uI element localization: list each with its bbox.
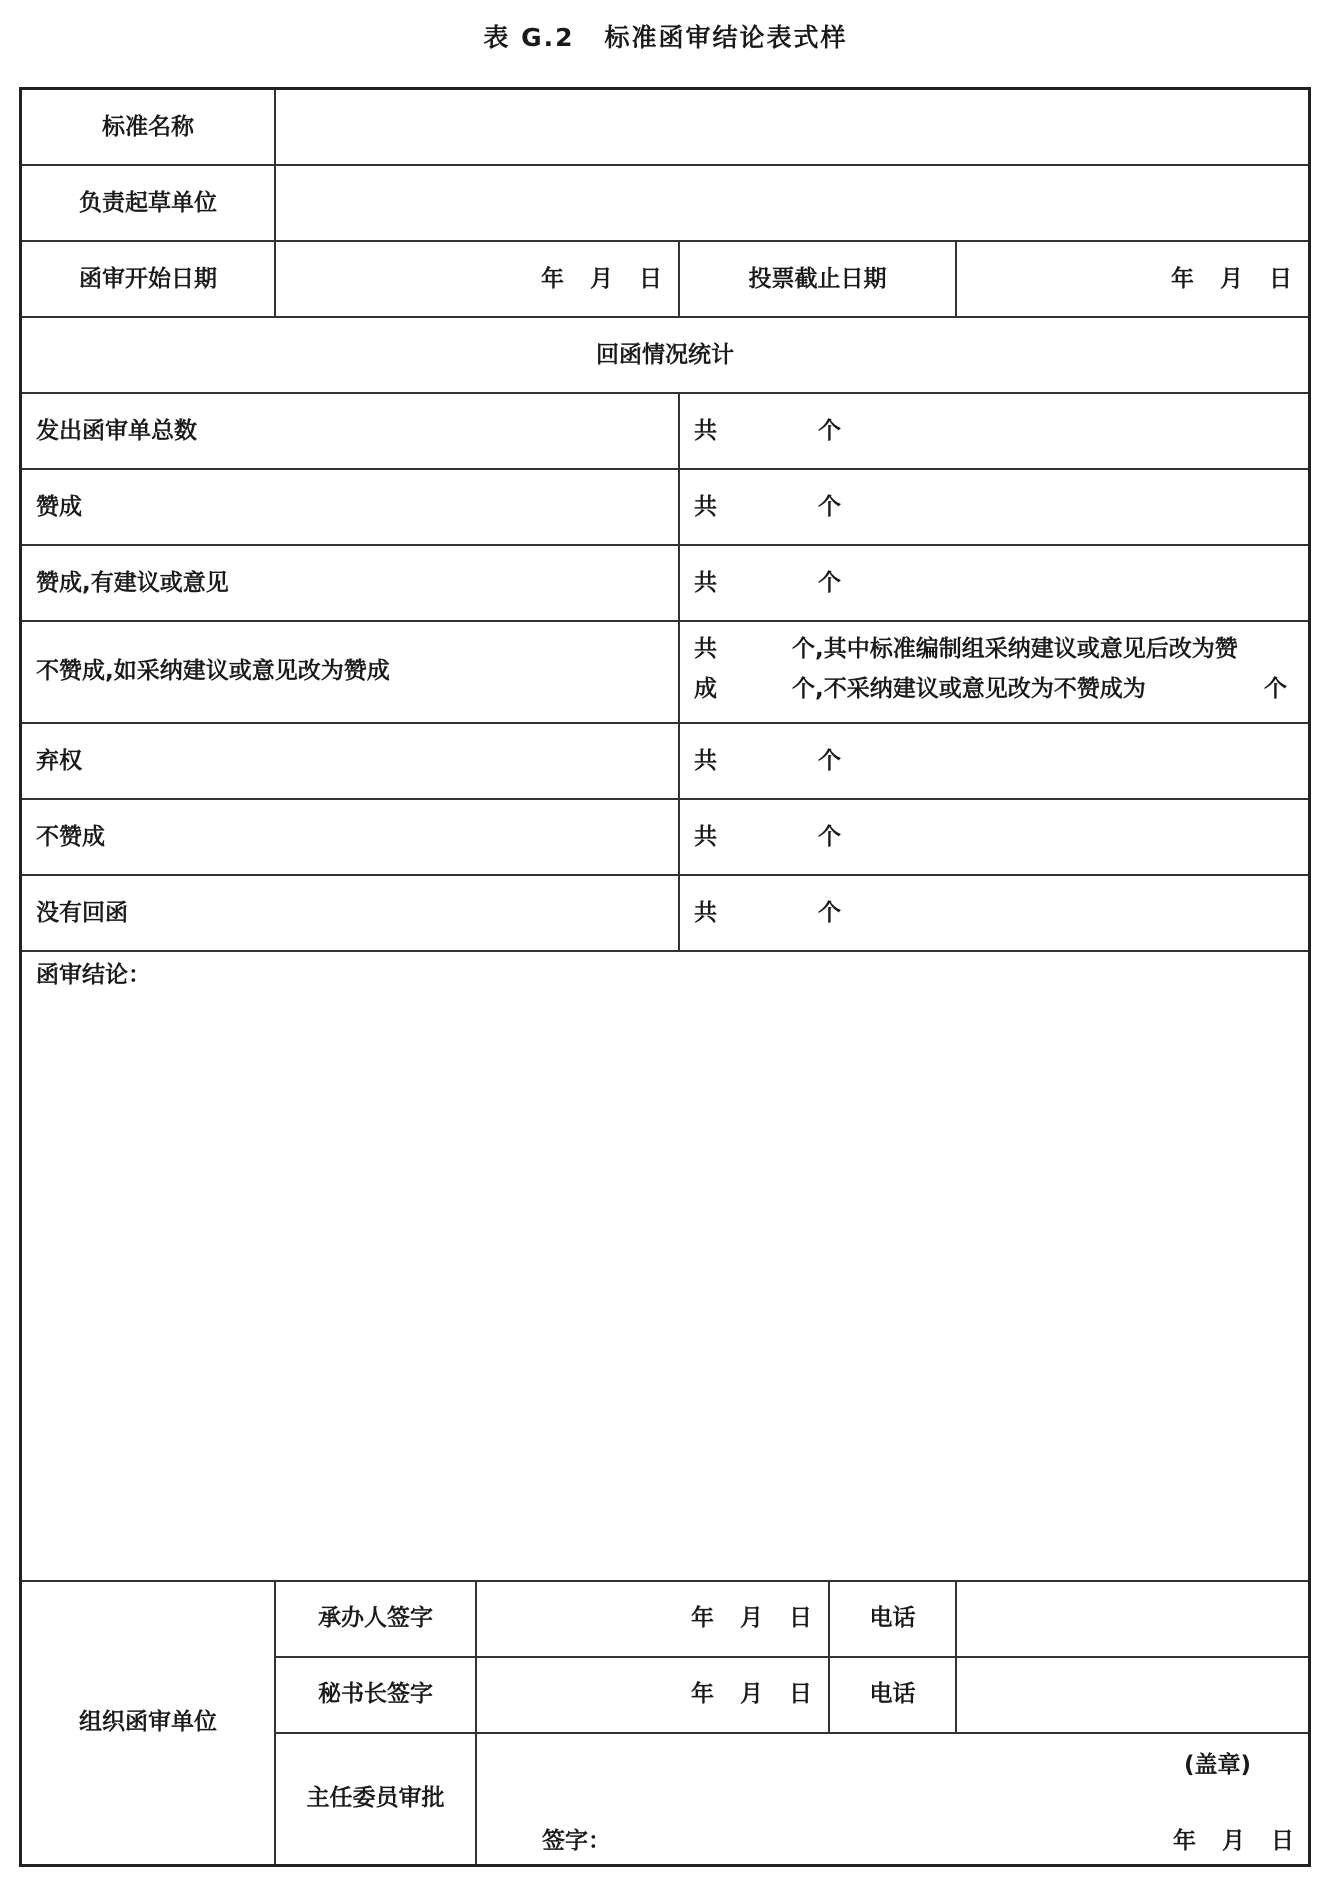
- stats-header: 回函情况统计: [596, 342, 734, 368]
- seal-label: (盖章): [1184, 1752, 1252, 1778]
- handler-date[interactable]: 年 月 日: [690, 1605, 812, 1631]
- count-unit: 个: [818, 570, 841, 596]
- row-divider: [22, 620, 1308, 622]
- count-prefix: 共: [694, 418, 717, 444]
- count-unit: 个: [818, 900, 841, 926]
- row-divider: [22, 544, 1308, 546]
- director-approval-label: 主任委员审批: [306, 1785, 445, 1811]
- director-date[interactable]: 年 月 日: [1172, 1828, 1294, 1854]
- count-unit: 个: [818, 494, 841, 520]
- count-unit: 个: [818, 748, 841, 774]
- row-divider: [22, 316, 1308, 318]
- conclusion-field[interactable]: [22, 994, 1308, 1578]
- signature-field[interactable]: [622, 1806, 1142, 1856]
- row-divider: [22, 950, 1308, 952]
- conclusion-label: 函审结论：: [36, 962, 151, 988]
- row-divider: [22, 468, 1308, 470]
- standard-name-field[interactable]: [276, 90, 1308, 164]
- phone-label: 电话: [869, 1605, 916, 1631]
- count-prefix: 共: [694, 570, 717, 596]
- count-prefix-continued: 成: [694, 676, 717, 702]
- secretary-date[interactable]: 年 月 日: [690, 1681, 812, 1707]
- table-number: 表 G.2: [483, 23, 575, 52]
- count-prefix: 共: [694, 748, 717, 774]
- drafting-unit-field[interactable]: [276, 166, 1308, 240]
- count-unit: 个: [818, 418, 841, 444]
- phone-label-2: 电话: [869, 1681, 916, 1707]
- count-unit: 个: [1264, 676, 1287, 702]
- row-divider: [22, 874, 1308, 876]
- vote-deadline-label: 投票截止日期: [748, 266, 887, 292]
- row-divider: [22, 798, 1308, 800]
- conditional-detail-line2: 个,不采纳建议或意见改为不赞成为: [792, 676, 1146, 702]
- row-label-approve-with-comments: 赞成,有建议或意见: [36, 570, 229, 596]
- count-unit: 个: [818, 824, 841, 850]
- count-prefix: 共: [694, 494, 717, 520]
- drafting-unit-label: 负责起草单位: [79, 190, 217, 216]
- secretary-phone-field[interactable]: [957, 1658, 1308, 1732]
- row-divider: [22, 392, 1308, 394]
- row-label-total-sent: 发出函审单总数: [36, 418, 197, 444]
- handler-phone-field[interactable]: [957, 1582, 1308, 1656]
- vote-deadline-date[interactable]: 年 月 日: [1170, 266, 1292, 292]
- row-divider: [22, 722, 1308, 724]
- org-unit-label: 组织函审单位: [79, 1709, 217, 1735]
- table-title: 标准函审结论表式样: [604, 23, 848, 52]
- handler-sign-label: 承办人签字: [318, 1605, 433, 1631]
- count-prefix: 共: [694, 900, 717, 926]
- review-start-date[interactable]: 年 月 日: [540, 266, 662, 292]
- conditional-detail-line1: 个,其中标准编制组采纳建议或意见后改为赞: [792, 636, 1238, 662]
- row-label-disapprove-conditional: 不赞成,如采纳建议或意见改为赞成: [36, 658, 390, 684]
- count-prefix: 共: [694, 824, 717, 850]
- secretary-sign-label: 秘书长签字: [318, 1681, 433, 1707]
- col-divider: [678, 392, 680, 950]
- row-divider: [274, 1732, 1308, 1734]
- row-label-disapprove: 不赞成: [36, 824, 105, 850]
- row-divider: [22, 240, 1308, 242]
- count-prefix: 共: [694, 636, 717, 662]
- review-start-label: 函审开始日期: [79, 266, 217, 292]
- signature-label: 签字：: [542, 1828, 611, 1854]
- row-label-abstain: 弃权: [36, 748, 82, 774]
- review-conclusion-form: [19, 87, 1311, 1867]
- standard-name-label: 标准名称: [102, 114, 194, 140]
- row-label-no-reply: 没有回函: [36, 900, 128, 926]
- row-label-approve: 赞成: [36, 494, 82, 520]
- document-title: [0, 18, 1331, 54]
